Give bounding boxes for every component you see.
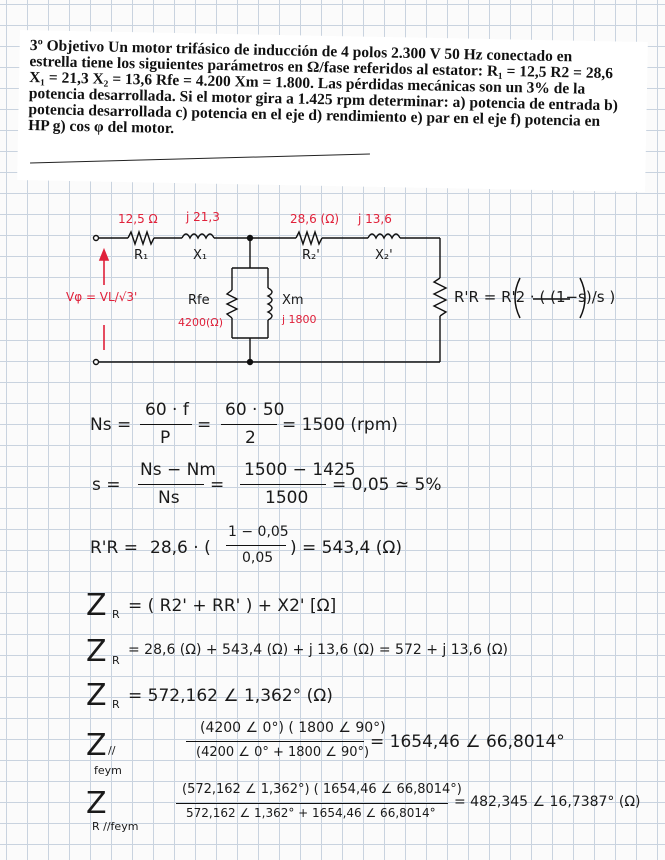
x2-label: X₂': [375, 248, 393, 263]
problem-statement: 3º Objetivo Un motor trifásico de inducción de 4 polos 2.300 V 50 Hz conectado en estrella tiene los siguientes parámetros en Ω/fase referidos al estator: R₁ = 12,5 R2 = 28,6 X₁ = 21,3 X₂ = 13,6 Rfe = 4.200 Xm = 1.800. Las pérdidas mecánicas son un 3% de la potencia desarrollada. Si el motor gira a 1.425 rpm determinar: a) potencia de entrada b) potencia desarrollada c) potencia en el eje d) rendimiento e) par en el eje f) potencia en HP g) cos φ del motor.: [27, 37, 619, 138]
z2-sub: R: [112, 654, 120, 667]
x1-value: j 21,3: [186, 210, 220, 224]
ns-num2: 60 · 50: [225, 400, 285, 420]
z3-rest: = 572,162 ∠ 1,362° (Ω): [128, 686, 333, 706]
rfe-label: Rfe: [188, 293, 210, 308]
z4-den: (4200 ∠ 0° + 1800 ∠ 90°): [196, 745, 370, 760]
z2-rest: = 28,6 (Ω) + 543,4 (Ω) + j 13,6 (Ω) = 572 + j 13,6 (Ω): [128, 642, 508, 658]
s-den2: 1500: [265, 488, 309, 508]
s-num1: Ns − Nm: [140, 460, 216, 480]
s-eq1: =: [210, 475, 225, 495]
load-resistance-formula: R'R = R'2 · ( (1−s)/s ): [454, 288, 616, 306]
z4-sub: //: [108, 744, 116, 757]
z1-lhs: Z: [86, 588, 107, 623]
xm-label: Xm: [282, 293, 304, 308]
z2-lhs: Z: [86, 634, 107, 669]
z1-rest: = ( R2' + RR' ) + X2' [Ω]: [128, 596, 337, 616]
z5-result: = 482,345 ∠ 16,7387° (Ω): [454, 794, 641, 810]
z4-sub2: feym: [94, 764, 122, 777]
r1-value: 12,5 Ω: [118, 212, 158, 226]
rr-result: ) = 543,4 (Ω): [290, 538, 403, 558]
rr-lhs: R'R =: [90, 538, 138, 558]
s-result: = 0,05 ≃ 5%: [332, 475, 442, 495]
z4-result: = 1654,46 ∠ 66,8014°: [370, 732, 565, 752]
rr-body: 28,6 · (: [150, 538, 211, 558]
z5-frac-line: [176, 803, 448, 804]
r2-label: R₂': [302, 248, 320, 263]
ns-result: = 1500 (rpm): [282, 415, 398, 435]
z4-frac-line: [186, 741, 364, 742]
s-num2: 1500 − 1425: [244, 460, 356, 480]
z5-num: (572,162 ∠ 1,362°) ( 1654,46 ∠ 66,8014°): [182, 782, 462, 797]
s-frac-line1: [138, 484, 204, 485]
z5-lhs: Z: [86, 786, 107, 821]
ns-eq1: =: [197, 415, 212, 435]
r1-label: R₁: [134, 248, 149, 263]
ns-frac-line2: [221, 424, 277, 425]
ns-den2: 2: [245, 428, 256, 448]
ns-den1: P: [160, 428, 171, 448]
xm-value: j 1800: [282, 313, 317, 326]
rr-den: 0,05: [242, 550, 274, 566]
z5-den: 572,162 ∠ 1,362° + 1654,46 ∠ 66,8014°: [186, 806, 436, 820]
z5-sub: R //feym: [92, 820, 139, 833]
z1-sub: R: [112, 608, 120, 621]
x1-label: X₁: [193, 248, 208, 263]
rr-num: 1 − 0,05: [228, 524, 289, 540]
ns-frac-line1: [140, 424, 192, 425]
r2-value: 28,6 (Ω): [290, 212, 340, 226]
ns-num1: 60 · f: [145, 400, 189, 420]
z4-lhs: Z: [86, 728, 107, 763]
s-lhs: s =: [92, 475, 121, 495]
z3-lhs: Z: [86, 678, 107, 713]
rfe-value: 4200(Ω): [178, 316, 223, 329]
s-den1: Ns: [158, 488, 180, 508]
s-frac-line2: [240, 484, 326, 485]
phase-voltage-label: Vφ = VL/√3': [66, 290, 138, 304]
rr-frac-line: [226, 545, 286, 546]
x2-value: j 13,6: [358, 212, 392, 226]
ns-lhs: Ns =: [90, 415, 132, 435]
z4-num: (4200 ∠ 0°) ( 1800 ∠ 90°): [200, 720, 386, 736]
z3-sub: R: [112, 698, 120, 711]
